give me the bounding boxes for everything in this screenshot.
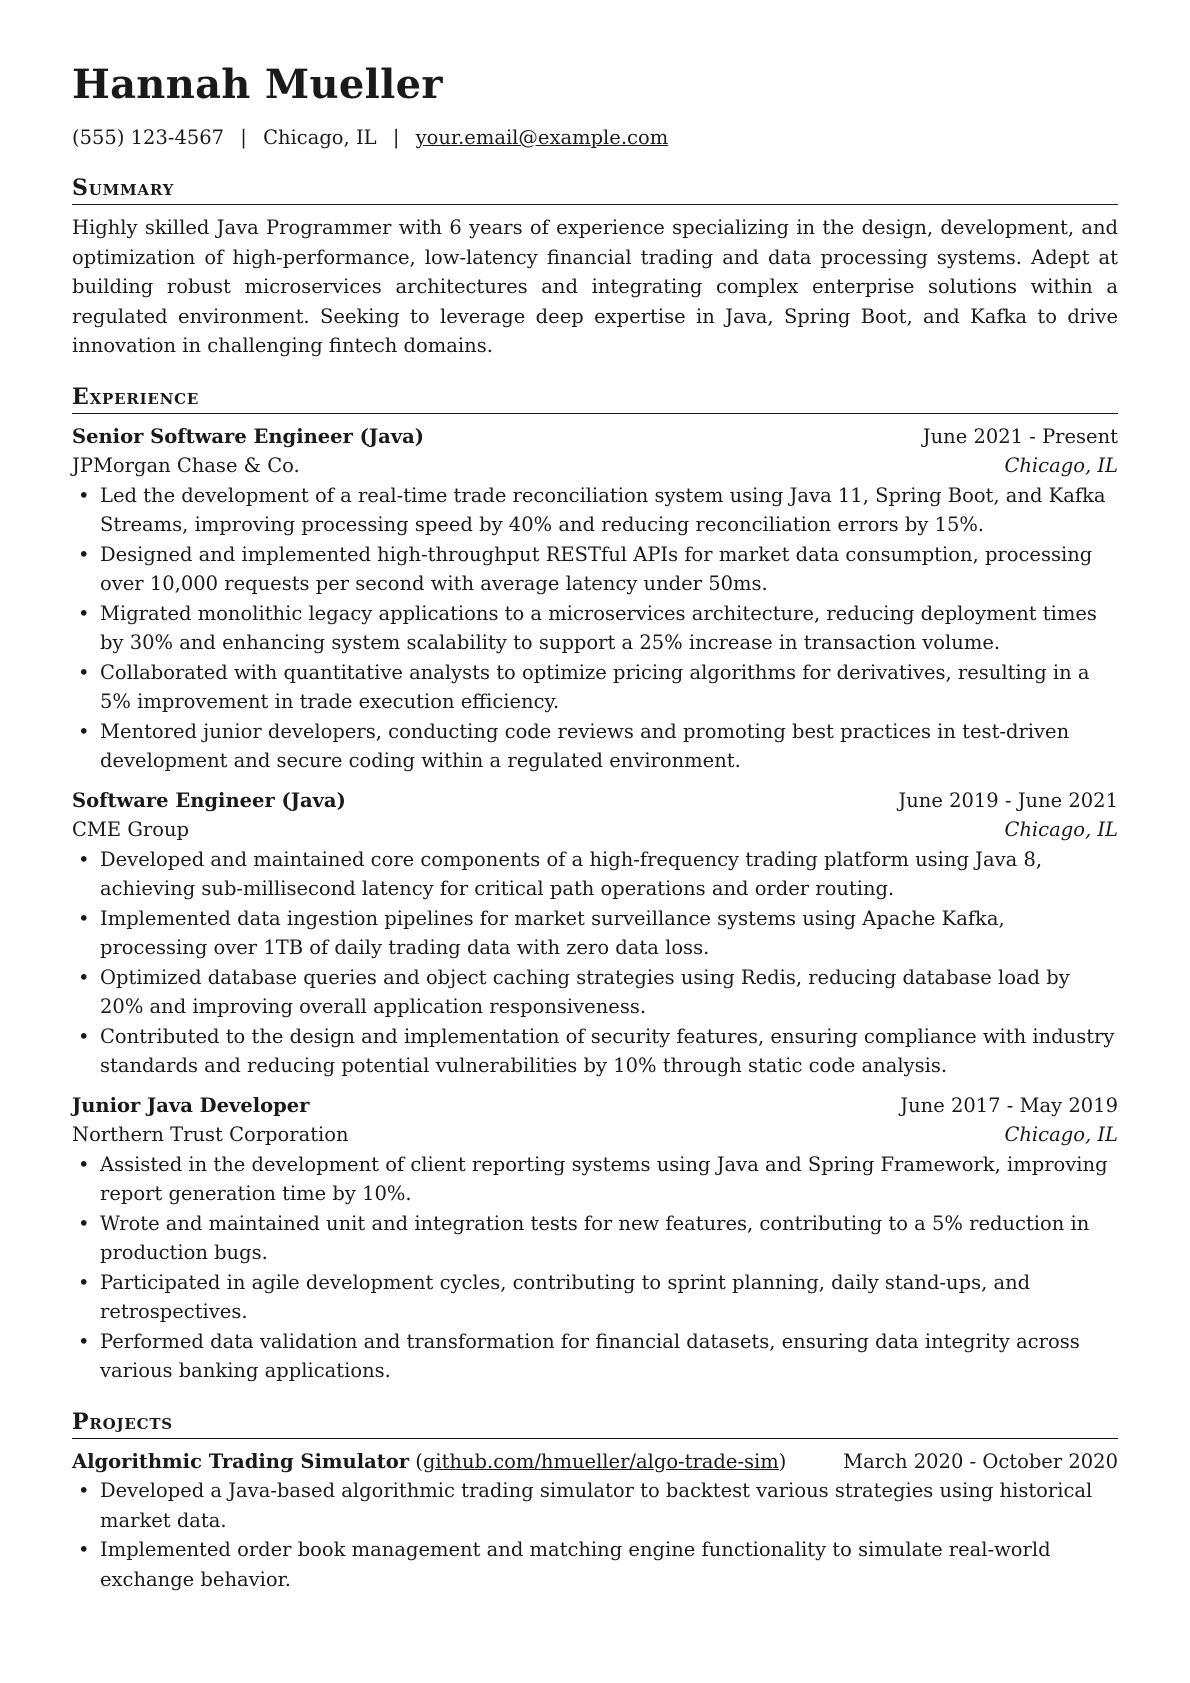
- bullet-text: Mentored junior developers, conducting code reviews and promoting best practices in test-driven development and secure coding within a regulated environment.: [100, 719, 1070, 772]
- bullet-text: Migrated monolithic legacy applications to a microservices architecture, reducing deployment times by 30% and enhancing system scalability to support a 25% increase in transaction volume.: [100, 601, 1097, 654]
- bullet-dot-icon: •: [78, 1270, 90, 1294]
- bullet-text: Implemented order book management and matching engine functionality to simulate real-world exchange behavior.: [100, 1538, 1051, 1591]
- bullet-item: [72, 1268, 1118, 1327]
- bullet-list: [72, 845, 1118, 1081]
- job-entry: [72, 786, 1118, 1081]
- bullet-item: [72, 845, 1118, 904]
- bullet-item: [72, 904, 1118, 963]
- bullet-item: [72, 658, 1118, 717]
- experience-section: [72, 383, 1118, 1386]
- bullet-text: Wrote and maintained unit and integration tests for new features, contributing to a 5% reduction in production bugs.: [100, 1211, 1090, 1264]
- project-link[interactable]: github.com/hmueller/algo-trade-sim: [422, 1449, 779, 1473]
- bullet-text: Developed a Java-based algorithmic trading simulator to backtest various strategies using historical market data.: [100, 1479, 1093, 1532]
- bullet-dot-icon: •: [78, 483, 90, 507]
- project-heading: [72, 1447, 786, 1477]
- job-company: CME Group: [72, 818, 189, 841]
- bullet-dot-icon: •: [78, 719, 90, 743]
- bullet-list: [72, 481, 1118, 776]
- candidate-name: Hannah Mueller: [72, 61, 443, 108]
- location-text: Chicago, IL: [263, 126, 377, 149]
- bullet-text: Collaborated with quantitative analysts to optimize pricing algorithms for derivatives, resulting in a 5% improvement in trade execution efficiency.: [100, 660, 1090, 713]
- summary-section: [72, 174, 1118, 361]
- bullet-item: [72, 481, 1118, 540]
- bullet-dot-icon: •: [78, 1024, 90, 1048]
- bullet-item: [72, 717, 1118, 776]
- bullet-text: Implemented data ingestion pipelines for market surveillance systems using Apache Kafka, processing over 1TB of daily trading data with zero data loss.: [100, 906, 1005, 959]
- bullet-item: [72, 963, 1118, 1022]
- job-company-row: [72, 815, 1118, 845]
- job-role: Software Engineer (Java): [72, 788, 346, 812]
- bullet-item: [72, 1327, 1118, 1386]
- email-link[interactable]: your.email@example.com: [415, 126, 669, 149]
- job-header-row: [72, 1091, 1118, 1121]
- projects-section: [72, 1408, 1118, 1595]
- job-role: Senior Software Engineer (Java): [72, 424, 424, 448]
- bullet-dot-icon: •: [78, 601, 90, 625]
- job-company: JPMorgan Chase & Co.: [72, 454, 300, 477]
- job-location: Chicago, IL: [1004, 454, 1118, 477]
- bullet-list: [72, 1476, 1118, 1594]
- bullet-item: [72, 1476, 1118, 1535]
- job-entry: [72, 422, 1118, 776]
- bullet-dot-icon: •: [78, 1479, 90, 1502]
- contact-line: [72, 124, 1118, 152]
- bullet-dot-icon: •: [78, 542, 90, 566]
- job-entry: [72, 1091, 1118, 1386]
- job-dates: June 2017 - May 2019: [900, 1093, 1118, 1117]
- bullet-dot-icon: •: [78, 906, 90, 930]
- job-location: Chicago, IL: [1004, 818, 1118, 841]
- bullet-dot-icon: •: [78, 1538, 90, 1561]
- job-header-row: [72, 786, 1118, 816]
- project-name: Algorithmic Trading Simulator: [72, 1449, 410, 1473]
- bullet-text: Assisted in the development of client reporting systems using Java and Spring Framework, improving report generation time by 10%.: [100, 1152, 1108, 1205]
- project-list: [72, 1447, 1118, 1595]
- job-dates: June 2021 - Present: [922, 424, 1118, 448]
- bullet-item: [72, 1535, 1118, 1594]
- section-title-summary: Summary: [72, 174, 1118, 205]
- bullet-dot-icon: •: [78, 1329, 90, 1353]
- bullet-text: Led the development of a real-time trade reconciliation system using Java 11, Spring Boot, and Kafka Streams, improving processing speed by 40% and reducing reconciliation errors by 15%.: [100, 483, 1106, 536]
- bullet-list: [72, 1150, 1118, 1386]
- bullet-item: [72, 1022, 1118, 1081]
- bullet-dot-icon: •: [78, 660, 90, 684]
- bullet-text: Optimized database queries and object caching strategies using Redis, reducing database load by 20% and improving overall application responsiveness.: [100, 965, 1070, 1018]
- job-company: Northern Trust Corporation: [72, 1123, 349, 1146]
- section-title-experience: Experience: [72, 383, 1118, 414]
- section-title-projects: Projects: [72, 1408, 1118, 1439]
- bullet-dot-icon: •: [78, 847, 90, 871]
- bullet-text: Performed data validation and transformation for financial datasets, ensuring data integrity across various banking applications.: [100, 1329, 1080, 1382]
- bullet-dot-icon: •: [78, 1211, 90, 1235]
- project-dates: March 2020 - October 2020: [843, 1449, 1118, 1473]
- job-dates: June 2019 - June 2021: [898, 788, 1118, 812]
- bullet-text: Participated in agile development cycles, contributing to sprint planning, daily stand-ups, and retrospectives.: [100, 1270, 1031, 1323]
- summary-text: Highly skilled Java Programmer with 6 years of experience specializing in the design, development, and optimization of high-performance, low-latency financial trading and data processing systems. Adept at building robust microservices architectures and integrating complex enterprise solutions within a regulated environment. Seeking to leverage deep expertise in Java, Spring Boot, and Kafka to drive innovation in challenging fintech domains.: [72, 216, 1118, 357]
- bullet-dot-icon: •: [78, 965, 90, 989]
- bullet-text: Developed and maintained core components of a high-frequency trading platform using Java 8, achieving sub-millisecond latency for critical path operations and order routing.: [100, 847, 1043, 900]
- project-header-row: [72, 1447, 1118, 1477]
- bullet-text: Contributed to the design and implementation of security features, ensuring compliance with industry standards and reducing potential vulnerabilities by 10% through static code analysis.: [100, 1024, 1115, 1077]
- contact-separator: |: [240, 126, 247, 149]
- job-role: Junior Java Developer: [72, 1093, 310, 1117]
- bullet-item: [72, 1209, 1118, 1268]
- bullet-dot-icon: •: [78, 1152, 90, 1176]
- bullet-item: [72, 540, 1118, 599]
- job-company-row: [72, 1120, 1118, 1150]
- job-list: [72, 422, 1118, 1386]
- project-entry: [72, 1447, 1118, 1595]
- bullet-item: [72, 599, 1118, 658]
- phone-number: (555) 123-4567: [72, 126, 225, 149]
- bullet-item: [72, 1150, 1118, 1209]
- job-company-row: [72, 451, 1118, 481]
- bullet-text: Designed and implemented high-throughput RESTful APIs for market data consumption, processing over 10,000 requests per second with average latency under 50ms.: [100, 542, 1093, 595]
- job-header-row: [72, 422, 1118, 452]
- contact-separator: |: [392, 126, 400, 149]
- project-link-wrapper: (github.com/hmueller/algo-trade-sim): [409, 1449, 787, 1473]
- job-location: Chicago, IL: [1004, 1123, 1118, 1146]
